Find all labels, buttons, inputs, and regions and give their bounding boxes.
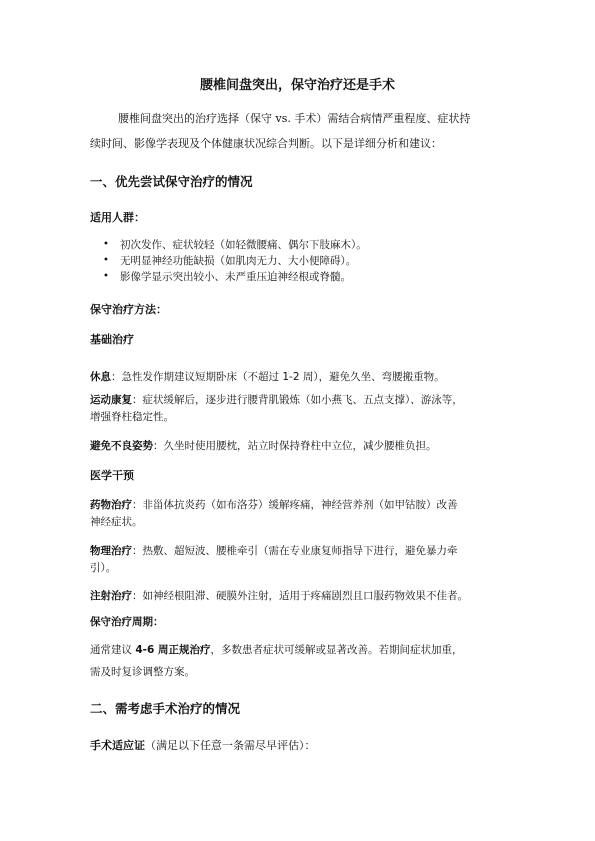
medical-intervention-heading: 医学干预 bbox=[90, 469, 134, 482]
rest-label: 休息 bbox=[90, 371, 111, 383]
document-title: 腰椎间盘突出，保守治疗还是手术 bbox=[199, 78, 395, 93]
period-prefix: 通常建议 bbox=[90, 644, 132, 656]
basic-treatment-heading: 基础治疗 bbox=[90, 333, 134, 346]
period-line-1 bbox=[90, 639, 462, 661]
exercise-line-1 bbox=[90, 392, 463, 409]
intro-line-2: 续时间、影像学表现及个体健康状况综合判断。以下是详细分析和建议： bbox=[90, 137, 442, 150]
period-colon: ： bbox=[153, 616, 164, 628]
physio-text: ：热敷、超短波、腰椎牵引（需在专业康复师指导下进行，避免暴力牵 bbox=[132, 545, 458, 557]
injection-paragraph bbox=[90, 588, 468, 605]
rest-text-2: 周），避免久坐、弯腰搬重物。 bbox=[302, 371, 445, 383]
rest-duration: 1-2 bbox=[282, 371, 300, 383]
list-item: • 无明显神经功能缺损（如肌肉无力、大小便障碍）。 bbox=[90, 253, 367, 269]
list-item: • 影像学显示突出较小、未严重压迫神经根或脊髓。 bbox=[90, 269, 367, 285]
posture-paragraph bbox=[90, 438, 437, 455]
period-line-2: 需及时复诊调整方案。 bbox=[90, 666, 195, 678]
physio-line-2: 引）。 bbox=[90, 562, 117, 574]
exercise-text: ：症状缓解后，逐步进行腰背肌锻炼（如小燕飞、五点支撑）、游泳等， bbox=[132, 394, 463, 406]
period-heading bbox=[90, 614, 164, 631]
methods-label: 保守治疗方法： bbox=[90, 303, 167, 316]
physio-line-1 bbox=[90, 543, 458, 560]
injection-label: 注射治疗 bbox=[90, 590, 132, 602]
period-text: ，多数患者症状可缓解或显著改善。若期间症状加重， bbox=[210, 644, 463, 656]
drug-line-1 bbox=[90, 497, 458, 514]
posture-text: ：久坐时使用腰枕，站立时保持脊柱中立位，减少腰椎负担。 bbox=[153, 440, 437, 452]
injection-text: ：如神经根阻滞、硬膜外注射，适用于疼痛剧烈且口服药物效果不佳者。 bbox=[132, 590, 468, 602]
rest-text-1: ：急性发作期建议短期卧床（不超过 bbox=[111, 371, 279, 383]
drug-line-2: 神经症状。 bbox=[90, 516, 143, 528]
drug-text: ：非甾体抗炎药（如布洛芬）缓解疼痛，神经营养剂（如甲钴胺）改善 bbox=[132, 499, 458, 511]
section-1-heading: 一、优先尝试保守治疗的情况 bbox=[90, 174, 253, 189]
indication-paragraph bbox=[90, 737, 316, 754]
posture-label: 避免不良姿势 bbox=[90, 440, 153, 452]
audience-list bbox=[90, 237, 367, 285]
indication-text: （满足以下任意一条需尽早评估）： bbox=[145, 739, 316, 752]
section-2-heading: 二、需考虑手术治疗的情况 bbox=[90, 701, 241, 716]
list-item: • 初次发作、症状较轻（如轻微腰痛、偶尔下肢麻木）。 bbox=[90, 237, 367, 253]
exercise-label: 运动康复 bbox=[90, 394, 132, 406]
period-emphasis: 4-6 周正规治疗 bbox=[135, 644, 211, 656]
exercise-line-2: 增强脊柱稳定性。 bbox=[90, 411, 174, 423]
period-label: 保守治疗周期 bbox=[90, 616, 153, 628]
indication-label: 手术适应证 bbox=[90, 739, 145, 752]
intro-line-1: 腰椎间盘突出的治疗选择（保守 vs. 手术）需结合病情严重程度、症状持 bbox=[118, 112, 471, 125]
audience-label: 适用人群： bbox=[90, 211, 145, 224]
drug-label: 药物治疗 bbox=[90, 499, 132, 511]
physio-label: 物理治疗 bbox=[90, 545, 132, 557]
rest-paragraph bbox=[90, 369, 445, 386]
